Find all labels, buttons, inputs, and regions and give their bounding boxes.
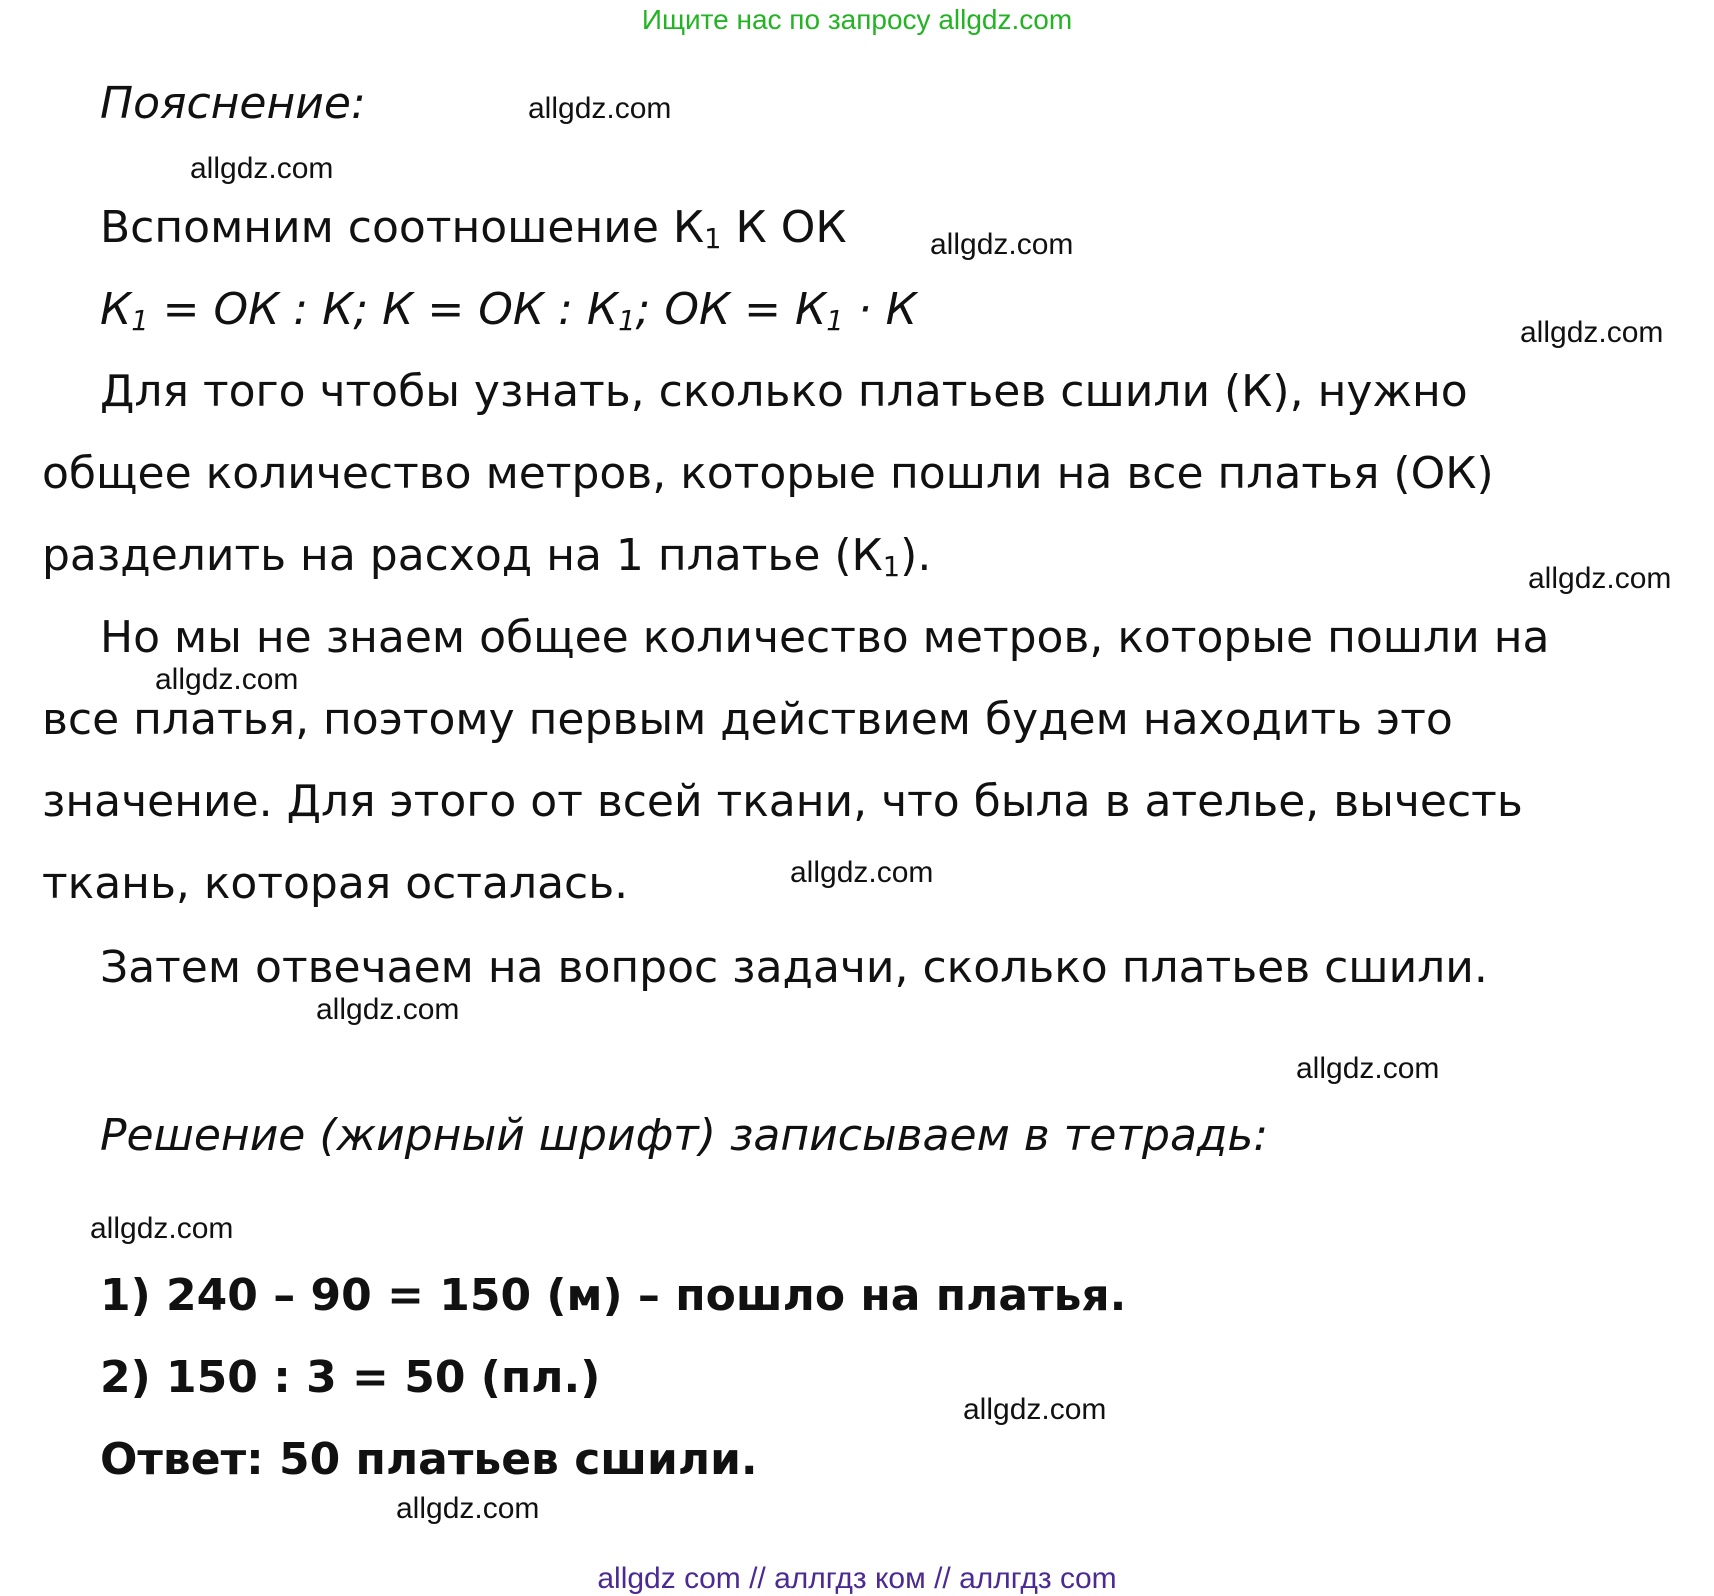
- paragraph1-line2: общее количество метров, которые пошли на все платья (ОК): [42, 448, 1494, 499]
- recall-text: Вспомним соотношение К: [100, 202, 705, 253]
- watermark: allgdz.com: [930, 228, 1074, 261]
- watermark: allgdz.com: [790, 856, 934, 889]
- recall-subscript: 1: [704, 224, 722, 255]
- explanation-heading: Пояснение:: [100, 78, 366, 129]
- footer-links: allgdz com // аллгдз ком // аллгдз com: [597, 1562, 1117, 1595]
- paragraph2-line4: ткань, которая осталась.: [42, 858, 629, 909]
- recall-tail: К ОК: [721, 202, 847, 253]
- paragraph2-line2: все платья, поэтому первым действием будем находить это: [42, 694, 1453, 745]
- paragraph2-line1: Но мы не знаем общее количество метров, которые пошли на: [100, 612, 1550, 663]
- solution-step2: 2) 150 : 3 = 50 (пл.): [100, 1352, 601, 1403]
- paragraph2-line3: значение. Для этого от всей ткани, что была в ателье, вычесть: [42, 776, 1523, 827]
- formula-subscript: 1: [618, 306, 636, 337]
- top-banner: Ищите нас по запросу allgdz.com: [641, 4, 1073, 35]
- paragraph3: Затем отвечаем на вопрос задачи, сколько платьев сшили.: [100, 942, 1488, 993]
- formula-part: = ОК : К; К = ОК : К: [148, 284, 619, 335]
- recall-line: [100, 200, 847, 268]
- watermark: allgdz.com: [528, 92, 672, 125]
- solution-step1: 1) 240 – 90 = 150 (м) – пошло на платья.: [100, 1270, 1127, 1321]
- watermark: allgdz.com: [1520, 316, 1664, 349]
- formula-part: К: [100, 284, 132, 335]
- watermark: allgdz.com: [316, 993, 460, 1026]
- watermark: allgdz.com: [1296, 1052, 1440, 1085]
- watermark: allgdz.com: [155, 663, 299, 696]
- solution-heading: Решение (жирный шрифт) записываем в тетрадь:: [100, 1110, 1269, 1161]
- watermark: allgdz.com: [90, 1212, 234, 1245]
- formula-line: [100, 282, 917, 350]
- formula-subscript: 1: [826, 306, 844, 337]
- paragraph1-line3: [42, 528, 931, 596]
- watermark: allgdz.com: [396, 1492, 540, 1525]
- paragraph1-line3-text: разделить на расход на 1 платье (К: [42, 530, 883, 581]
- formula-part: ; ОК = К: [635, 284, 827, 335]
- solution-answer: Ответ: 50 платьев сшили.: [100, 1434, 758, 1485]
- watermark: allgdz.com: [190, 152, 334, 185]
- watermark: allgdz.com: [1528, 562, 1672, 595]
- formula-subscript: 1: [131, 306, 149, 337]
- formula-part: · К: [843, 284, 917, 335]
- paragraph1-line3-tail: ).: [900, 530, 932, 581]
- watermark: allgdz.com: [963, 1393, 1107, 1426]
- paragraph1-line1: Для того чтобы узнать, сколько платьев сшили (К), нужно: [100, 366, 1468, 417]
- paragraph1-line3-subscript: 1: [882, 552, 901, 583]
